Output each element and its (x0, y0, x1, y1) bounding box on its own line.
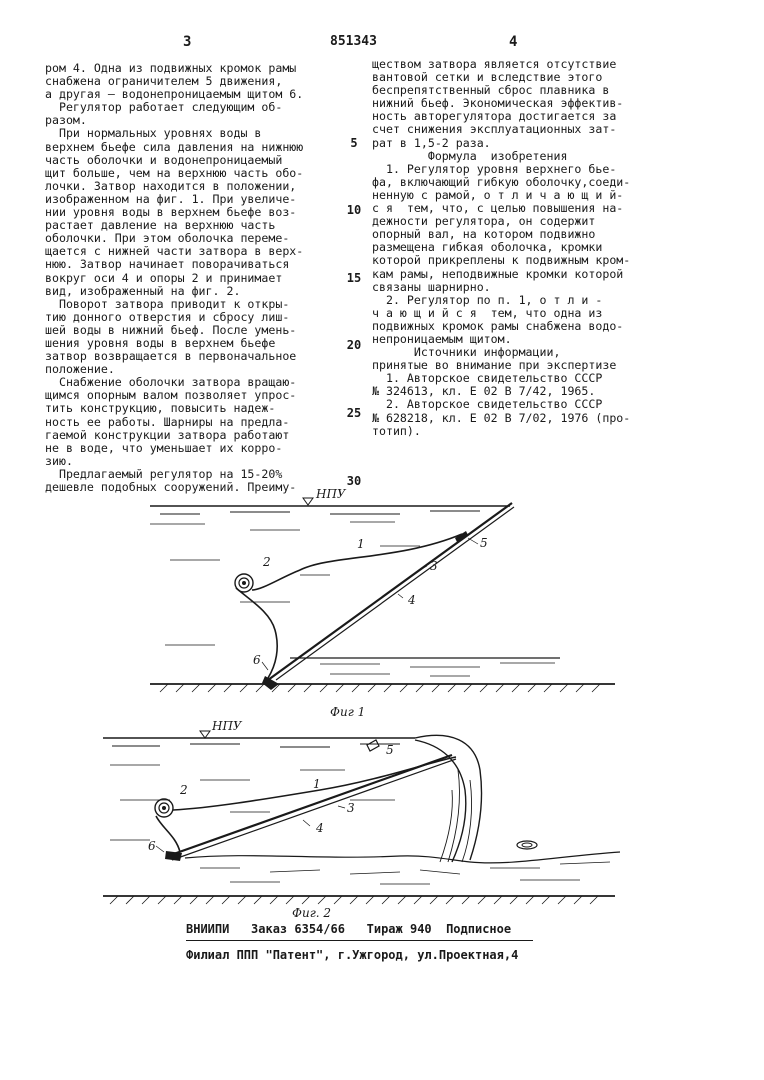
right-column-line: непроницаемым щитом. (372, 331, 512, 346)
left-column-line: щимся опорным валом позволяет упрос- (45, 388, 297, 403)
fig2-label-2: 2 (180, 783, 188, 797)
left-column-line: Регулятор работает следующим об- (45, 100, 283, 115)
left-column-line: лочки. Затвор находится в положении, (45, 178, 297, 193)
left-column-line: щается с нижней части затвора в верх- (45, 244, 304, 259)
left-column-line: гаемой конструкции затвора работают (45, 427, 290, 442)
left-column-line: верхнем бьефе сила давления на нижнюю (45, 139, 304, 154)
left-column-line: тить конструкцию, повысить надеж- (45, 401, 276, 416)
right-page-number: 4 (509, 34, 518, 50)
left-column-line: растает давление на верхнюю часть (45, 218, 276, 233)
left-column-line: положение. (45, 362, 115, 377)
line-number-10: 10 (346, 203, 362, 217)
left-column-line: Предлагаемый регулятор на 15-20% (45, 466, 283, 481)
left-column-line: не в воде, что уменьшает их корро- (45, 440, 283, 455)
right-column-line: размещена гибкая оболочка, кромки (372, 240, 603, 255)
fig1-label-2: 2 (263, 555, 271, 569)
right-column-line: фа, включающий гибкую оболочку,соеди- (372, 174, 631, 189)
fig1-level-label: НПУ (316, 487, 346, 501)
imprint-divider (186, 940, 533, 941)
right-column-line: Формула изобретения (372, 148, 568, 163)
left-column-line: разом. (45, 113, 87, 128)
line-number-20: 20 (346, 338, 362, 352)
left-column-line: затвор возвращается в первоначальное (45, 349, 297, 364)
line-number-5: 5 (350, 136, 358, 150)
line-number-30: 30 (346, 474, 362, 488)
left-column-line: нии уровня воды в верхнем бьефе воз- (45, 205, 297, 220)
right-column-line: Источники информации, (372, 345, 561, 360)
right-column-line: опорный вал, на котором подвижно (372, 227, 596, 242)
right-column-line: тотип). (372, 423, 421, 438)
right-column-line: 1. Авторское свидетельство СССР (372, 371, 603, 386)
left-column-line: Поворот затвора приводит к откры- (45, 296, 290, 311)
fig2-level-label: НПУ (212, 719, 242, 733)
left-column-line: ром 4. Одна из подвижных кромок рамы (45, 61, 297, 75)
left-column-line: оболочки. При этом оболочка переме- (45, 231, 290, 246)
right-column-line: 1. Регулятор уровня верхнего бье- (372, 161, 617, 176)
figure-1-drawing (150, 487, 615, 692)
left-column-line: щит больше, чем на верхнюю часть обо- (45, 165, 304, 180)
left-column-line: При нормальных уровнях воды в (45, 126, 262, 141)
right-column-line: № 628218, кл. Е 02 В 7/02, 1976 (про- (372, 410, 631, 425)
left-column-line: снабжена ограничителем 5 движения, (45, 74, 283, 89)
right-column-line: связаны шарнирно. (372, 279, 491, 294)
right-column-line: ч а ю щ и й с я тем, что одна из (372, 305, 603, 320)
left-column-line: изображенном на фиг. 1. При увеличе- (45, 191, 297, 206)
fig2-label-5: 5 (386, 743, 394, 757)
patent-number: 851343 (330, 34, 377, 49)
right-column-line: с я тем, что, с целью повышения на- (372, 201, 624, 216)
fig1-label-1: 1 (357, 537, 365, 551)
right-column-line: вантовой сетки и вследствие этого (372, 70, 603, 85)
right-column-line: 2. Регулятор по п. 1, о т л и - (372, 292, 603, 307)
fig1-label-4: 4 (408, 593, 416, 607)
right-column-line: счет снижения эксплуатационных зат- (372, 122, 617, 137)
left-column-line: ность ее работы. Шарниры на предла- (45, 414, 290, 429)
fig2-label-1: 1 (313, 777, 321, 791)
left-column-line: вокруг оси 4 и опоры 2 и принимает (45, 270, 283, 285)
right-column-line: дежности регулятора, он содержит (372, 214, 596, 229)
figure-2-drawing (103, 719, 620, 904)
left-column-line: зию. (45, 453, 73, 468)
right-column-line: ществом затвора является отсутствие (372, 57, 617, 71)
figure-1-caption: Фиг 1 (330, 705, 366, 719)
right-column-line: 2. Авторское свидетельство СССР (372, 397, 603, 412)
right-column-line: нижний бьеф. Экономическая эффектив- (372, 96, 624, 111)
left-column-line: шения уровня воды в верхнем бьефе (45, 335, 276, 350)
left-column-line: вид, изображенный на фиг. 2. (45, 283, 241, 298)
fig1-label-5: 5 (480, 536, 488, 550)
left-column-line: часть оболочки и водонепроницаемый (45, 152, 283, 167)
left-column-line: тию донного отверстия и сбросу лиш- (45, 309, 290, 324)
line-number-25: 25 (346, 406, 362, 420)
fig1-label-6: 6 (253, 653, 261, 667)
right-column-line: подвижных кромок рамы снабжена водо- (372, 318, 624, 333)
left-column-line: а другая – водонепроницаемым щитом 6. (45, 87, 304, 102)
imprint-line-2: Филиал ППП "Патент", г.Ужгород, ул.Проектная,4 (186, 948, 519, 962)
figure-2-caption: Фиг. 2 (292, 906, 332, 920)
left-column-line: дешевле подобных сооружений. Преиму- (45, 480, 297, 494)
right-column-line: № 324613, кл. Е 02 В 7/42, 1965. (372, 384, 596, 399)
left-column-line: нюю. Затвор начинает поворачиваться (45, 257, 290, 272)
right-column-line: принятые во внимание при экспертизе (372, 358, 617, 373)
left-column-line: шей воды в нижний бьеф. После умень- (45, 322, 297, 337)
fig2-label-4: 4 (316, 821, 324, 835)
right-column-line: ность авторегулятора достигается за (372, 109, 617, 124)
imprint-line-1: ВНИИПИ Заказ 6354/66 Тираж 940 Подписное (186, 922, 512, 936)
left-page-number: 3 (183, 34, 192, 50)
fig2-label-6: 6 (148, 839, 156, 853)
fig2-label-3: 3 (347, 801, 355, 815)
right-column-line: ненную с рамой, о т л и ч а ю щ и й- (372, 187, 624, 202)
right-column-line: кам рамы, неподвижные кромки которой (372, 266, 624, 281)
right-column-line: рат в 1,5-2 раза. (372, 135, 491, 150)
right-column-line: которой прикреплены к подвижным кром- (372, 253, 631, 268)
fig1-label-3: 3 (430, 559, 438, 573)
right-column-line: беспрепятственный сброс плавника в (372, 83, 610, 98)
line-number-15: 15 (346, 271, 362, 285)
left-column-line: Снабжение оболочки затвора вращаю- (45, 375, 297, 390)
